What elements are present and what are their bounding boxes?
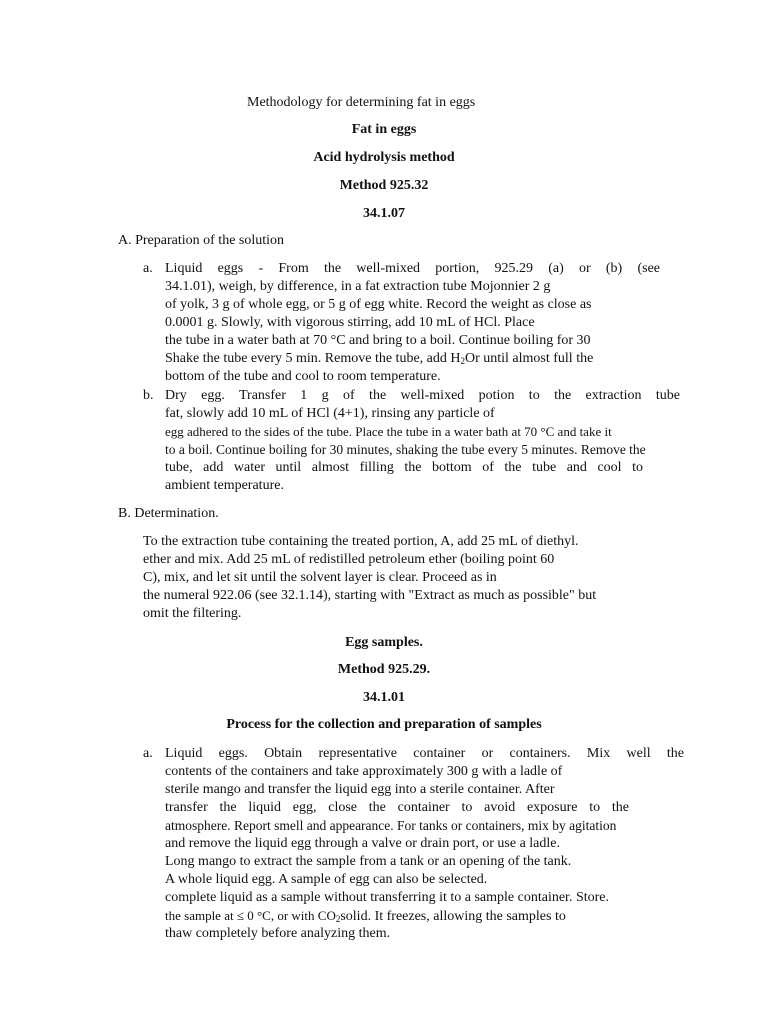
item-b-line-2: fat, slowly add 10 mL of HCl (4+1), rinsing any particle of: [165, 406, 495, 421]
item-a-marker: a.: [143, 261, 153, 276]
methodology-heading: Methodology for determining fat in eggs: [247, 95, 476, 110]
section-b-line-3: C), mix, and let sit until the solvent layer is clear. Proceed as in: [143, 570, 497, 585]
egg-samples-heading: Egg samples.: [345, 635, 423, 650]
item-b-line-6: ambient temperature.: [165, 478, 284, 493]
section-b-title: B. Determination.: [118, 506, 219, 521]
item-b-line-5: tube, add water until almost filling the bottom of the tube and cool to: [165, 460, 643, 475]
code-34-1-07-heading: 34.1.07: [363, 206, 405, 221]
samples-line-9: complete liquid as a sample without transferring it to a sample container. Store.: [165, 890, 609, 905]
section-b-line-5: omit the filtering.: [143, 606, 242, 621]
item-a-line-3: of yolk, 3 g of whole egg, or 5 g of egg white. Record the weight as close as: [165, 297, 592, 312]
h2o-subscript: 2: [460, 356, 465, 366]
samples-line-3: sterile mango and transfer the liquid egg into a sterile container. After: [165, 782, 555, 797]
item-a-line-4: 0.0001 g. Slowly, with vigorous stirring, add 10 mL of HCl. Place: [165, 315, 535, 330]
item-a-line-6-part-2: Or until almost full the: [464, 351, 594, 366]
method-925-32-heading: Method 925.32: [339, 178, 429, 193]
section-b-line-2: ether and mix. Add 25 mL of redistilled petroleum ether (boiling point 60: [143, 552, 555, 567]
item-b-line-3: egg adhered to the sides of the tube. Place the tube in a water bath at 70 °C and take it: [165, 424, 612, 439]
item-a-line-1: Liquid eggs - From the well-mixed portion, 925.29 (a) or (b) (see: [165, 261, 660, 276]
samples-line-10-part-2: solid. It freezes, allowing the samples to: [340, 909, 566, 924]
item-a-line-2: 34.1.01), weigh, by difference, in a fat extraction tube Mojonnier 2 g: [165, 279, 551, 294]
samples-line-1: Liquid eggs. Obtain representative container or containers. Mix well the: [165, 746, 684, 761]
samples-item-a-marker: a.: [143, 746, 153, 761]
samples-line-10: [165, 907, 566, 926]
item-b-marker: b.: [143, 388, 154, 403]
acid-hydrolysis-heading: Acid hydrolysis method: [313, 150, 455, 165]
samples-line-11: thaw completely before analyzing them.: [165, 926, 391, 941]
samples-line-8: A whole liquid egg. A sample of egg can also be selected.: [165, 872, 488, 887]
item-a-line-6: [165, 350, 593, 368]
samples-line-6: and remove the liquid egg through a valve or drain port, or use a ladle.: [165, 836, 560, 851]
item-a-line-7: bottom of the tube and cool to room temperature.: [165, 369, 441, 384]
samples-line-10-part-1: the sample at ≤ 0 °C, or with CO: [165, 908, 336, 923]
section-b-line-1: To the extraction tube containing the treated portion, A, add 25 mL of diethyl.: [143, 534, 579, 549]
item-b-line-4: to a boil. Continue boiling for 30 minutes, shaking the tube every 5 minutes. Remove the: [165, 442, 646, 457]
fat-in-eggs-heading: Fat in eggs: [351, 122, 417, 137]
samples-line-5: atmosphere. Report smell and appearance. For tanks or containers, mix by agitation: [165, 818, 617, 833]
code-34-1-01-heading: 34.1.01: [363, 690, 405, 705]
samples-line-7: Long mango to extract the sample from a tank or an opening of the tank.: [165, 854, 572, 869]
section-b-line-4: the numeral 922.06 (see 32.1.14), starting with "Extract as much as possible" but: [143, 588, 597, 603]
process-heading: Process for the collection and preparation of samples: [226, 717, 542, 732]
item-a-line-5: the tube in a water bath at 70 °C and bring to a boil. Continue boiling for 30: [165, 333, 591, 348]
co2-subscript: 2: [335, 914, 341, 924]
item-a-line-6-part-1: Shake the tube every 5 min. Remove the tube, add H: [165, 351, 461, 366]
section-a-title: A. Preparation of the solution: [118, 233, 285, 248]
method-925-29-heading: Method 925.29.: [337, 662, 431, 677]
item-b-line-1: Dry egg. Transfer 1 g of the well-mixed potion to the extraction tube: [165, 388, 680, 403]
samples-line-4: transfer the liquid egg, close the container to avoid exposure to the: [165, 800, 629, 815]
samples-line-2: contents of the containers and take approximately 300 g with a ladle of: [165, 764, 563, 779]
